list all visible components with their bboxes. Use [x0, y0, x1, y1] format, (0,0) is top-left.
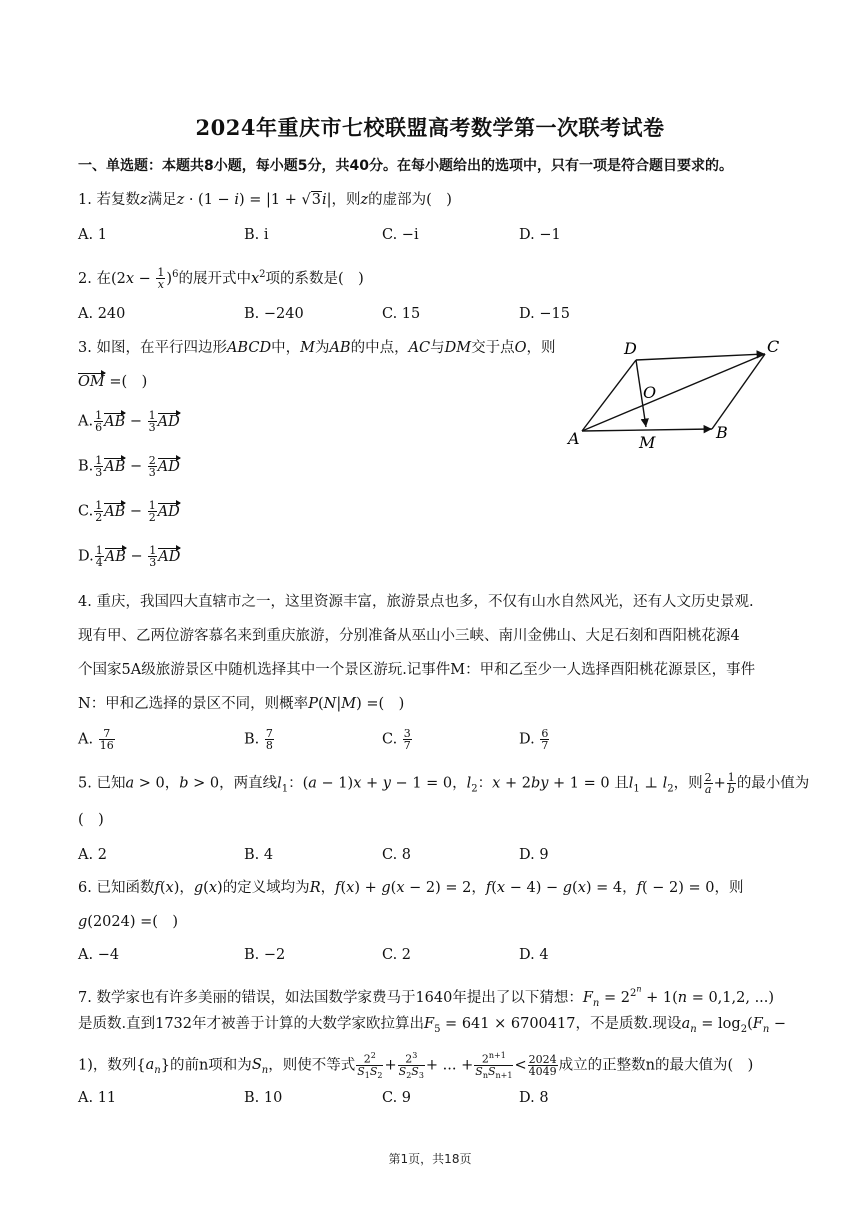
- question-7: 7. 数学家也有许多美丽的错误，如法国数学家费马于1640年提出了以下猜想：$F_n = 2^{2^n} + 1(n = 0,1,2$, ...): [78, 985, 775, 1010]
- q7-option-c[interactable]: C. 9: [382, 1090, 412, 1106]
- label-d: D: [624, 339, 637, 358]
- q4-option-d[interactable]: D. $\frac{6}{7}$: [519, 727, 549, 752]
- question-1: 1. 若复数z满足z · (1 − i) = |1 + √3i|，则z的虚部为( ): [78, 192, 452, 208]
- q6-option-c[interactable]: C. 2: [382, 947, 412, 963]
- q1-option-a[interactable]: A. 1: [78, 227, 107, 243]
- label-b: B: [716, 423, 728, 442]
- question-3: 3. 如图，在平行四边形ABCD中，M为AB的中点，AC与DM交于点O，则: [78, 340, 556, 356]
- q7-option-b[interactable]: B. 10: [244, 1090, 283, 1106]
- page-footer: 第1页，共18页: [388, 1152, 472, 1166]
- q4-option-b[interactable]: B. $\frac{7}{8}$: [244, 727, 273, 752]
- q1-option-d[interactable]: D. −1: [519, 227, 561, 243]
- question-6-line2: g(2024) =( ): [78, 914, 179, 930]
- q5-option-d[interactable]: D. 9: [519, 847, 549, 863]
- section-header: 一、单选题：本题共8小题，每小题5分，共40分。在每小题给出的选项中，只有一项是符合题目要求的。: [78, 158, 733, 174]
- q2-option-c[interactable]: C. 15: [382, 306, 421, 322]
- question-7-line3: 1)，数列$\{a_n\}$的前n项和为$S_n$，则使不等式 $\frac{2^2}{S_1S_2}$ + $\frac{2^3}{S_2S_3}$ + ... + $\frac{2^{n+1}}{S_nS_{n+1}}$ < $\frac{2024}{4049}$ 成立的正整数n的最大值为( ): [78, 1051, 754, 1080]
- question-3-line2: OM =( ): [78, 374, 148, 390]
- label-o: O: [643, 383, 657, 402]
- question-5-line2: ( ): [78, 812, 104, 828]
- edge-dc: [636, 354, 765, 360]
- label-m: M: [639, 433, 656, 452]
- question-4-line4: N：甲和乙选择的景区不同，则概率P(N|M) =( ): [78, 696, 405, 712]
- q2-option-d[interactable]: D. −15: [519, 306, 570, 322]
- question-2: 2. 在(2x − $\frac{1}{x}$ )$^6$的展开式中$x^2$项的系数是( ): [78, 266, 364, 292]
- q5-option-b[interactable]: B. 4: [244, 847, 274, 863]
- q5-option-a[interactable]: A. 2: [78, 847, 107, 863]
- question-7-line2: 是质数.直到1732年才被善于计算的大数学家欧拉算出$F_5 = 641 \times 6700417$，不是质数.现设$a_n = \log_2(F_n$ −: [78, 1016, 787, 1035]
- q6-option-a[interactable]: A. −4: [78, 947, 120, 963]
- q6-option-d[interactable]: D. 4: [519, 947, 549, 963]
- q4-option-c[interactable]: C. $\frac{3}{7}$: [382, 727, 411, 752]
- question-4-line3: 个国家5A级旅游景区中随机选择其中一个景区游玩.记事件M：甲和乙至少一人选择酉阳桃花源景区，事件: [78, 662, 756, 678]
- q4-option-a[interactable]: A. $\frac{7}{16}$: [78, 727, 114, 752]
- q6-option-b[interactable]: B. −2: [244, 947, 286, 963]
- edge-ab: [582, 429, 712, 431]
- q1-option-c[interactable]: C. −i: [382, 227, 419, 243]
- page-title: 2024年重庆市七校联盟高考数学第一次联考试卷: [195, 115, 665, 140]
- q2-option-b[interactable]: B. −240: [244, 306, 304, 322]
- q7-option-d[interactable]: D. 8: [519, 1090, 549, 1106]
- q3-option-a[interactable]: A. $\frac{1}{6}$ AB − $\frac{1}{3}$ AD: [78, 409, 180, 434]
- question-4: 4. 重庆，我国四大直辖市之一，这里资源丰富，旅游景点也多，不仅有山水自然风光，还有人文历史景观.: [78, 594, 754, 610]
- q1-option-b[interactable]: B. i: [244, 227, 269, 243]
- question-5: 5. 已知a > 0，b > 0，两直线$l_1$：(a − 1)x + y − 1 = 0，$l_2$：x + 2by + 1 = 0 且$l_1$ ⊥ $l_2$，则 $\frac{2}{a}$ + $\frac{1}{b}$ 的最小值为: [78, 771, 810, 796]
- q3-option-b[interactable]: B. $\frac{1}{3}$ AB − $\frac{2}{3}$ AD: [78, 454, 180, 479]
- question-6: 6. 已知函数f(x)，g(x)的定义域均为R，f(x) + g(x − 2) = 2，f(x − 4) − g(x) = 4，f( − 2) = 0，则: [78, 880, 744, 896]
- label-c: C: [767, 337, 780, 356]
- parallelogram-figure: [560, 330, 790, 460]
- q3-option-c[interactable]: C. $\frac{1}{2}$ AB − $\frac{1}{2}$ AD: [78, 499, 180, 524]
- question-4-line2: 现有甲、乙两位游客慕名来到重庆旅游，分别准备从巫山小三峡、南川金佛山、大足石刻和酉阳桃花源4: [78, 628, 740, 644]
- q5-option-c[interactable]: C. 8: [382, 847, 412, 863]
- label-a: A: [568, 429, 580, 448]
- q7-option-a[interactable]: A. 11: [78, 1090, 117, 1106]
- q3-option-d[interactable]: D. $\frac{1}{4}$ AB − $\frac{1}{3}$ AD: [78, 544, 181, 569]
- q2-option-a[interactable]: A. 240: [78, 306, 126, 322]
